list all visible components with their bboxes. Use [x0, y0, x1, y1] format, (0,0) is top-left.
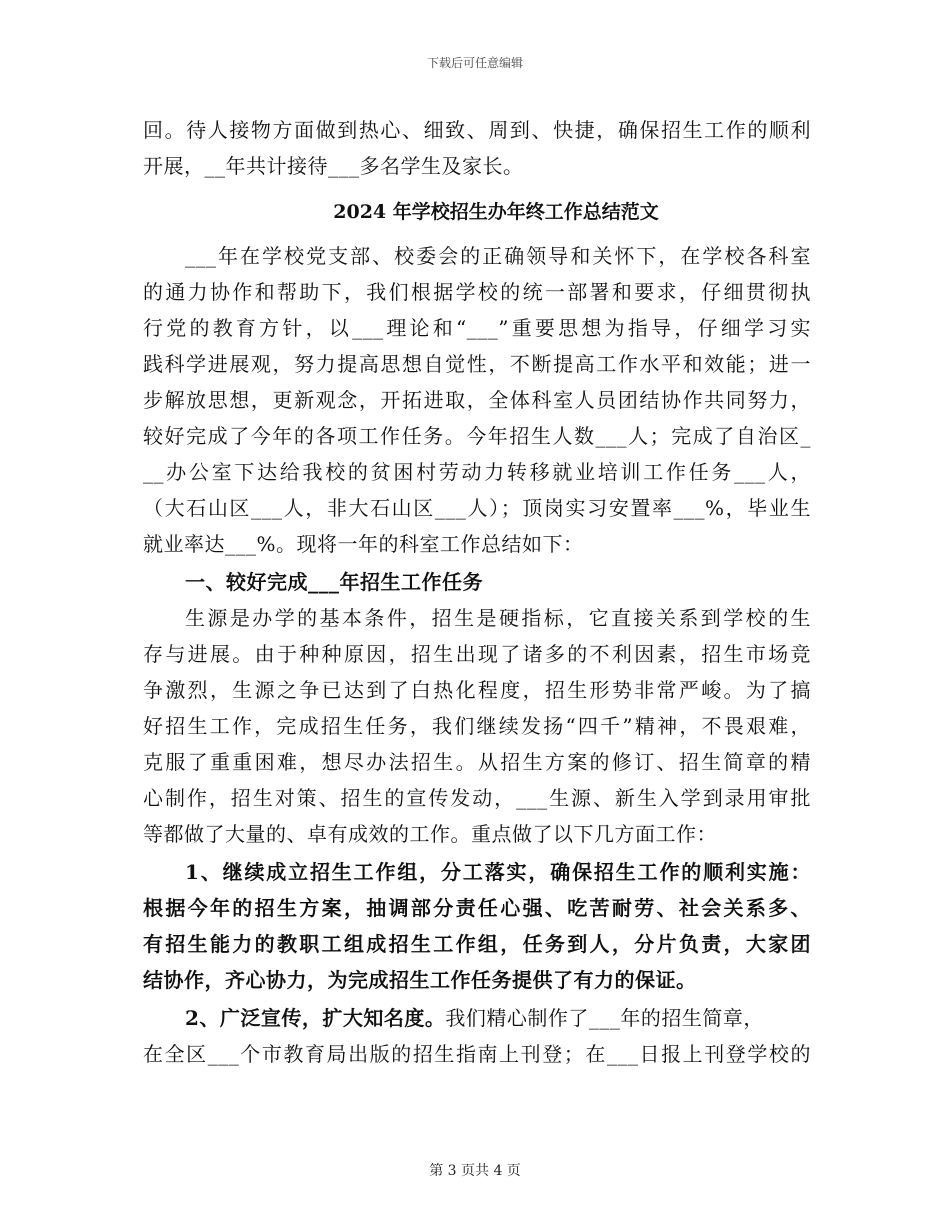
page-header: 下载后可任意编辑: [426, 56, 523, 70]
section-title: 2024 年学校招生办年终工作总结范文: [333, 201, 659, 223]
paragraph-line: 的通力协作和帮助下，我们根据学校的统一部署和要求，仔细贯彻执: [143, 280, 811, 304]
paragraph-line: __办公室下达给我校的贫困村劳动力转移就业培训工作任务___人，: [143, 460, 811, 484]
bold-paragraph-line: 1、继续成立招生工作组，分工落实，确保招生工作的顺利实施：: [185, 860, 811, 884]
paragraph-line: 回。待人接物方面做到热心、细致、周到、快捷，确保招生工作的顺利: [143, 118, 811, 142]
paragraph-line: 心制作，招生对策、招生的宣传发动，___生源、新生入学到录用审批: [143, 786, 811, 810]
bold-paragraph-line: 结协作，齐心协力，为完成招生工作任务提供了有力的保证。: [143, 968, 697, 992]
paragraph-line: 生源是办学的基本条件，招生是硬指标，它直接关系到学校的生: [185, 606, 811, 630]
paragraph-line: 等都做了大量的、卓有成效的工作。重点做了以下几方面工作：: [143, 822, 717, 846]
bold-paragraph-line: 有招生能力的教职工组成招生工作组，任务到人，分片负责，大家团: [143, 932, 811, 956]
paragraph-line: ___年在学校党支部、校委会的正确领导和关怀下，在学校各科室: [185, 244, 811, 268]
paragraph-line: 存与进展。由于种种原因，招生出现了诸多的不利因素，招生市场竞: [143, 642, 811, 666]
paragraph-line: 好招生工作，完成招生任务，我们继续发扬“四千”精神，不畏艰难，: [143, 714, 811, 738]
inline-heading: 2、广泛宣传，扩大知名度。: [185, 1006, 446, 1030]
paragraph-line: 较好完成了今年的各项工作任务。今年招生人数___人；完成了自治区_: [143, 424, 811, 448]
paragraph-line: 争激烈，生源之争已达到了白热化程度，招生形势非常严峻。为了搞: [143, 678, 811, 702]
paragraph-line: 行党的教育方针，以___理论和“___”重要思想为指导，仔细学习实: [143, 316, 811, 340]
section-heading: 一、较好完成___年招生工作任务: [185, 570, 483, 594]
page-footer: 第 3 页共 4 页: [429, 1163, 521, 1179]
paragraph-line: 克服了重重困难，想尽办法招生。从招生方案的修订、招生简章的精: [143, 750, 811, 774]
paragraph-line: 在全区___个市教育局出版的招生指南上刊登；在___日报上刊登学校的: [143, 1042, 811, 1066]
document-body: [143, 112, 811, 1072]
paragraph-line: 开展，__年共计接待___多名学生及家长。: [143, 154, 524, 178]
paragraph-line: （大石山区___人，非大石山区___人）；顶岗实习安置率___%，毕业生: [143, 496, 811, 520]
bold-paragraph-line: 根据今年的招生方案，抽调部分责任心强、吃苦耐劳、社会关系多、: [143, 896, 811, 920]
inline-text: 我们精心制作了___年的招生简章，: [445, 1006, 764, 1030]
paragraph-line: 践科学进展观，努力提高思想自觉性，不断提高工作水平和效能；进一: [143, 352, 811, 376]
paragraph-line: 就业率达___%。现将一年的科室工作总结如下：: [143, 532, 584, 556]
paragraph-line-mixed: [143, 1000, 811, 1036]
paragraph-line: 步解放思想，更新观念，开拓进取，全体科室人员团结协作共同努力，: [143, 388, 811, 412]
